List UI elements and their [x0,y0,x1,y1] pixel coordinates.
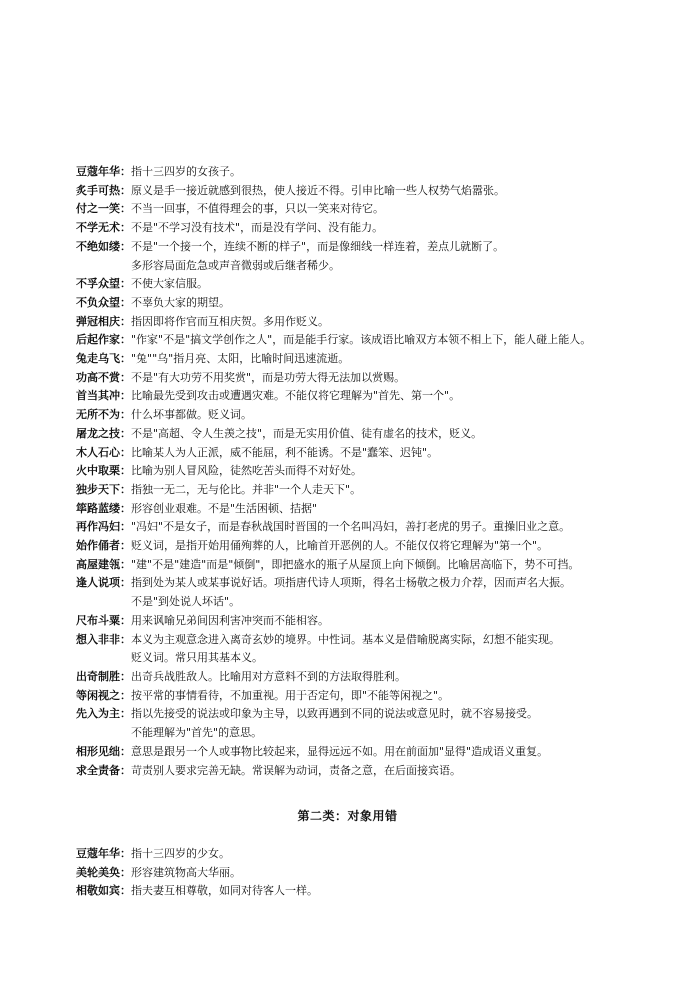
idiom-term: 再作冯妇 [76,520,120,534]
term-separator: ： [120,352,131,366]
idiom-definition [131,612,686,631]
definition-line: 比喻最先受到攻击或遭遇灾难。不能仅将它理解为"首先、第一个"。 [131,389,461,403]
idiom-entry [76,864,686,883]
definition-line: 指以先接受的说法或印象为主导，以致再遇到不同的说法或意见时，就不容易接受。 [131,707,538,721]
idiom-term: 火中取栗 [76,464,120,478]
term-separator: ： [120,445,131,459]
idiom-definition [131,743,686,762]
definition-line: 指独一无二，无与伦比。并非"一个人走天下"。 [131,482,362,496]
term-separator: ： [120,277,131,291]
idiom-entry [76,668,686,687]
definition-line: "冯妇"不是女子，而是春秋战国时晋国的一个名叫冯妇，善打老虎的男子。重操旧业之意。 [131,520,571,534]
idiom-entry [76,537,686,556]
idiom-entry [76,556,686,575]
idiom-term: 先入为主 [76,707,120,721]
definition-line: 比喻某人为人正派，威不能屈，利不能诱。不是"蠢笨、迟钝"。 [131,445,439,459]
term-separator: ： [120,576,131,590]
term-separator: ： [120,688,131,702]
definition-line: 形容创业艰难。不是"生活困顿、拮据" [131,501,318,515]
idiom-entry [76,350,686,369]
idiom-entry [76,200,686,219]
definition-line: 意思是跟另一个人或事物比较起来，显得远远不如。用在前面加"显得"造成语义重复。 [131,744,549,758]
term-separator: ： [120,408,131,422]
term-separator: ： [120,763,131,777]
definition-line: 指十三四岁的女孩子。 [131,165,241,178]
idiom-term: 尺布斗粟 [76,613,120,627]
idiom-term: 逢人说项 [76,576,120,590]
definition-line: 用来讽喻兄弟间因利害冲突而不能相容。 [131,613,329,627]
definition-line: 贬义词。常只用其基本义。 [131,651,263,665]
idiom-definition [131,444,686,463]
term-separator: ： [120,426,131,440]
idiom-definition [131,556,686,575]
idiom-term: 木人石心 [76,445,120,459]
term-separator: ： [120,847,131,860]
term-separator: ： [120,884,131,898]
idiom-definition [131,845,686,864]
idiom-definition [131,762,686,781]
idiom-definition [131,219,686,238]
term-separator: ： [120,865,131,879]
definition-line: 多形容局面危急或声音微弱或后继者稀少。 [131,258,340,272]
idiom-entry [76,762,686,781]
idiom-term: 后起作家 [76,333,120,347]
idiom-term: 美轮美奂 [76,865,120,879]
idiom-entry [76,163,686,182]
definition-line: 不是"到处说人坏话"。 [131,595,241,609]
idiom-entry [76,387,686,406]
definition-line: 苛责别人要求完善无缺。常误解为动词，责备之意，在后面接宾语。 [131,763,461,777]
idiom-definition [131,425,686,444]
term-separator: ： [120,370,131,384]
definition-line: "作家"不是"搞文学创作之人"，而是能手行家。该成语比喻双方本领不相上下，能人碰上能人。 [131,333,592,347]
definition-line: 什么坏事都做。贬义词。 [131,408,252,422]
idiom-term: 不学无术 [76,221,120,235]
idiom-definition [131,387,686,406]
section-title: 第二类：对象用错 [297,809,398,823]
idiom-term: 求全责备 [76,763,120,777]
definition-line: "兔""乌"指月亮、太阳，比喻时间迅速流逝。 [131,352,350,366]
idiom-term: 豆蔻年华 [76,165,120,178]
definition-line: 不辜负大家的期望。 [131,295,230,309]
idiom-definition [131,481,686,500]
term-separator: ： [120,333,131,347]
idiom-entry [76,313,686,332]
idiom-definition [131,331,686,350]
term-separator: ： [120,669,131,683]
idiom-term: 始作俑者 [76,539,120,553]
term-separator: ： [120,389,131,403]
idiom-entry [76,462,686,481]
idiom-list-section-1 [76,163,686,780]
idiom-definition [131,406,686,425]
idiom-term: 炙手可热 [76,183,120,197]
idiom-definition [131,687,686,706]
idiom-term: 功高不赏 [76,370,120,384]
term-separator: ： [120,520,131,534]
idiom-definition [131,313,686,332]
term-separator: ： [120,501,131,515]
idiom-entry [76,406,686,425]
idiom-term: 独步天下 [76,482,120,496]
idiom-definition [131,462,686,481]
definition-line: 不能理解为"首先"的意思。 [131,726,263,740]
idiom-definition [131,294,686,313]
idiom-entry [76,631,686,668]
idiom-definition [131,668,686,687]
idiom-definition [131,200,686,219]
idiom-definition [131,350,686,369]
definition-line: 不使大家信服。 [131,277,208,291]
definition-line: 比喻为别人冒风险，徒然吃苦头而得不对好处。 [131,464,362,478]
term-separator: ： [120,482,131,496]
idiom-entry [76,500,686,519]
term-separator: ： [120,707,131,721]
idiom-definition [131,163,686,182]
term-separator: ： [120,632,131,646]
idiom-entry [76,743,686,762]
term-separator: ： [120,464,131,478]
idiom-definition [131,500,686,519]
definition-line: 不是"一个接一个，连续不断的样子"，而是像细线一样连着，差点儿就断了。 [131,239,505,253]
idiom-term: 相形见绌 [76,744,120,758]
idiom-entry [76,882,686,901]
idiom-term: 不负众望 [76,295,120,309]
idiom-entry [76,574,686,611]
idiom-entry [76,518,686,537]
term-separator: ： [120,539,131,553]
idiom-definition [131,574,686,611]
idiom-term: 豆蔻年华 [76,847,120,860]
idiom-term: 付之一笑 [76,202,120,216]
idiom-definition [131,238,686,275]
idiom-term: 无所不为 [76,408,120,422]
definition-line: 贬义词，是指开始用俑殉葬的人，比喻首开恶例的人。不能仅仅将它理解为"第一个"。 [131,539,549,553]
idiom-entry [76,294,686,313]
definition-line: 指因即将作官而互相庆贺。多用作贬义。 [131,314,329,328]
idiom-entry [76,612,686,631]
idiom-term: 弹冠相庆 [76,314,120,328]
idiom-definition [131,631,686,668]
definition-line: 原义是手一接近就感到很热，使人接近不得。引申比喻一些人权势气焰嚣张。 [131,183,505,197]
idiom-term: 筚路蓝缕 [76,501,120,515]
term-separator: ： [120,165,131,178]
definition-line: "建"不是"建造"而是"倾倒"，即把盛水的瓶子从屋顶上向下倾倒。比喻居高临下，势不可挡。 [131,557,580,571]
definition-line: 指到处为某人或某事说好话。项指唐代诗人项斯，得名士杨敬之极力介荐，因而声名大振。 [131,576,571,590]
definition-line: 形容建筑物高大华丽。 [131,865,241,879]
idiom-entry [76,369,686,388]
definition-line: 出奇兵战胜敌人。比喻用对方意料不到的方法取得胜利。 [131,669,406,683]
idiom-term: 不绝如缕 [76,239,120,253]
term-separator: ： [120,295,131,309]
definition-line: 不是"有大功劳不用奖赏"，而是功劳大得无法加以赏赐。 [131,370,406,384]
idiom-term: 兔走乌飞 [76,352,120,366]
idiom-entry [76,687,686,706]
idiom-definition [131,182,686,201]
definition-line: 指夫妻互相尊敬，如同对待客人一样。 [131,884,318,898]
idiom-entry [76,275,686,294]
idiom-term: 不孚众望 [76,277,120,291]
idiom-definition [131,882,686,901]
term-separator: ： [120,744,131,758]
idiom-entry [76,444,686,463]
definition-line: 不当一回事，不值得理会的事，只以一笑来对待它。 [131,202,384,216]
idiom-entry [76,845,686,864]
idiom-definition [131,369,686,388]
term-separator: ： [120,613,131,627]
term-separator: ： [120,239,131,253]
idiom-term: 想入非非 [76,632,120,646]
term-separator: ： [120,557,131,571]
term-separator: ： [120,314,131,328]
term-separator: ： [120,202,131,216]
definition-line: 指十三四岁的少女。 [131,847,230,860]
idiom-term: 屠龙之技 [76,426,120,440]
idiom-term: 等闲视之 [76,688,120,702]
definition-line: 按平常的事情看待，不加重视。用于否定句，即"不能等闲视之"。 [131,688,450,702]
idiom-entry [76,238,686,275]
idiom-term: 出奇制胜 [76,669,120,683]
idiom-definition [131,864,686,883]
definition-line: 本义为主观意念进入离奇玄妙的境界。中性词。基本义是借喻脱离实际，幻想不能实现。 [131,632,560,646]
idiom-term: 首当其冲 [76,389,120,403]
idiom-definition [131,705,686,742]
idiom-definition [131,518,686,537]
idiom-entry [76,425,686,444]
idiom-entry [76,182,686,201]
idiom-entry [76,219,686,238]
definition-line: 不是"不学习没有技术"，而是没有学问、没有能力。 [131,221,384,235]
term-separator: ： [120,221,131,235]
idiom-entry [76,481,686,500]
idiom-definition [131,275,686,294]
idiom-term: 相敬如宾 [76,884,120,898]
idiom-list-section-2 [76,845,686,901]
idiom-term: 高屋建瓴 [76,557,120,571]
idiom-entry [76,331,686,350]
idiom-entry [76,705,686,742]
term-separator: ： [120,183,131,197]
definition-line: 不是"高超、令人生羡之技"，而是无实用价值、徒有虚名的技术，贬义。 [131,426,483,440]
idiom-definition [131,537,686,556]
